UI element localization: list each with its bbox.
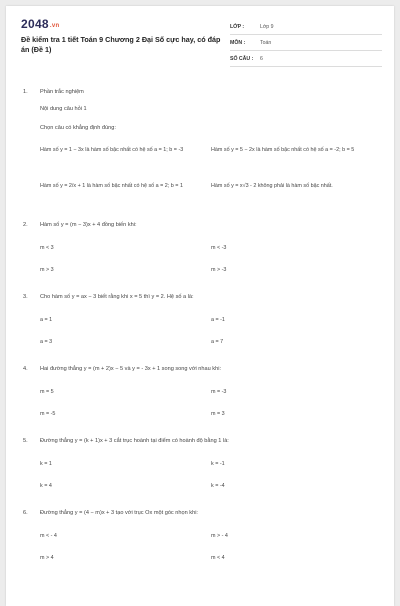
site-logo[interactable] — [21, 17, 59, 31]
meta-value: Toán — [260, 39, 272, 46]
answer-option-b[interactable]: m < -3 — [211, 245, 227, 251]
question-text: Hàm số y = (m − 3)x + 4 đồng biến khi: — [40, 222, 137, 228]
logo-suffix: .vn — [49, 23, 60, 29]
answer-option-d[interactable]: m < 4 — [211, 555, 225, 561]
answer-option-c[interactable]: k = 4 — [40, 483, 52, 489]
question-text: Hai đường thẳng y = (m + 2)x − 5 và y = - 3x + 1 song song với nhau khi: — [40, 366, 222, 372]
answer-option-b[interactable]: m = -3 — [211, 389, 227, 395]
answer-option-c[interactable]: a = 3 — [40, 339, 53, 345]
question-number: 1. — [23, 89, 28, 95]
answer-option-c[interactable]: Hàm số y = 2/x + 1 là hàm số bậc nhất có hệ số a = 2; b = 1 — [40, 183, 183, 189]
question-subtitle: Nội dung câu hỏi 1 — [40, 106, 87, 112]
answer-option-d[interactable]: k = -4 — [211, 483, 225, 489]
meta-question-count — [230, 51, 382, 67]
answer-option-d[interactable]: m = 3 — [211, 411, 225, 417]
question-number: 6. — [23, 510, 28, 516]
question-text: Đường thẳng y = (4 − m)x + 3 tạo với trục Ox một góc nhọn khi: — [40, 510, 198, 516]
answer-option-a[interactable]: k = 1 — [40, 461, 52, 467]
answer-option-c[interactable]: m = -5 — [40, 411, 56, 417]
answer-option-a[interactable]: Hàm số y = 1 − 3x là hàm số bậc nhất có hệ số a = 1; b = -3 — [40, 147, 184, 153]
question-number: 3. — [23, 294, 28, 300]
question-text: Phần trắc nghiệm — [40, 89, 84, 95]
question-prompt: Chọn câu có khẳng định đúng: — [40, 125, 116, 131]
page-header — [6, 6, 394, 72]
exam-sheet — [6, 6, 394, 606]
meta-key: SỐ CÂU : — [230, 55, 254, 62]
answer-option-b[interactable]: m > - 4 — [211, 533, 228, 539]
exam-meta — [230, 19, 382, 67]
meta-subject — [230, 35, 382, 51]
answer-option-d[interactable]: m > -3 — [211, 267, 227, 273]
answer-option-c[interactable]: m > 3 — [40, 267, 54, 273]
meta-key: LỚP : — [230, 23, 245, 30]
answer-option-a[interactable]: m = 5 — [40, 389, 54, 395]
answer-option-a[interactable]: m < 3 — [40, 245, 54, 251]
answer-option-a[interactable]: a = 1 — [40, 317, 53, 323]
meta-class — [230, 19, 382, 35]
answer-option-d[interactable]: a = 7 — [211, 339, 224, 345]
answer-option-b[interactable]: k = -1 — [211, 461, 225, 467]
answer-option-d[interactable]: Hàm số y = x√3 - 2 không phải là hàm số bậc nhất. — [211, 183, 333, 189]
answer-option-b[interactable]: Hàm số y = 5 − 2x là hàm số bậc nhất có hệ số a = -2; b = 5 — [211, 147, 355, 153]
logo-text: 2048 — [21, 17, 49, 31]
answer-option-c[interactable]: m > 4 — [40, 555, 54, 561]
meta-value: Lớp 9 — [260, 23, 274, 30]
page-title: Đề kiểm tra 1 tiết Toán 9 Chương 2 Đại Số cực hay, có đáp án (Đề 1) — [21, 35, 221, 54]
answer-option-a[interactable]: m < - 4 — [40, 533, 57, 539]
answer-option-b[interactable]: a = -1 — [211, 317, 225, 323]
meta-key: MÔN : — [230, 39, 246, 46]
question-number: 2. — [23, 222, 28, 228]
meta-value: 6 — [260, 55, 263, 62]
question-number: 5. — [23, 438, 28, 444]
question-text: Cho hàm số y = ax − 3 biết rằng khi x = 5 thì y = 2. Hệ số a là: — [40, 294, 194, 300]
question-number: 4. — [23, 366, 28, 372]
question-text: Đường thẳng y = (k + 1)x + 3 cắt trục hoành tại điểm có hoành độ bằng 1 là: — [40, 438, 229, 444]
